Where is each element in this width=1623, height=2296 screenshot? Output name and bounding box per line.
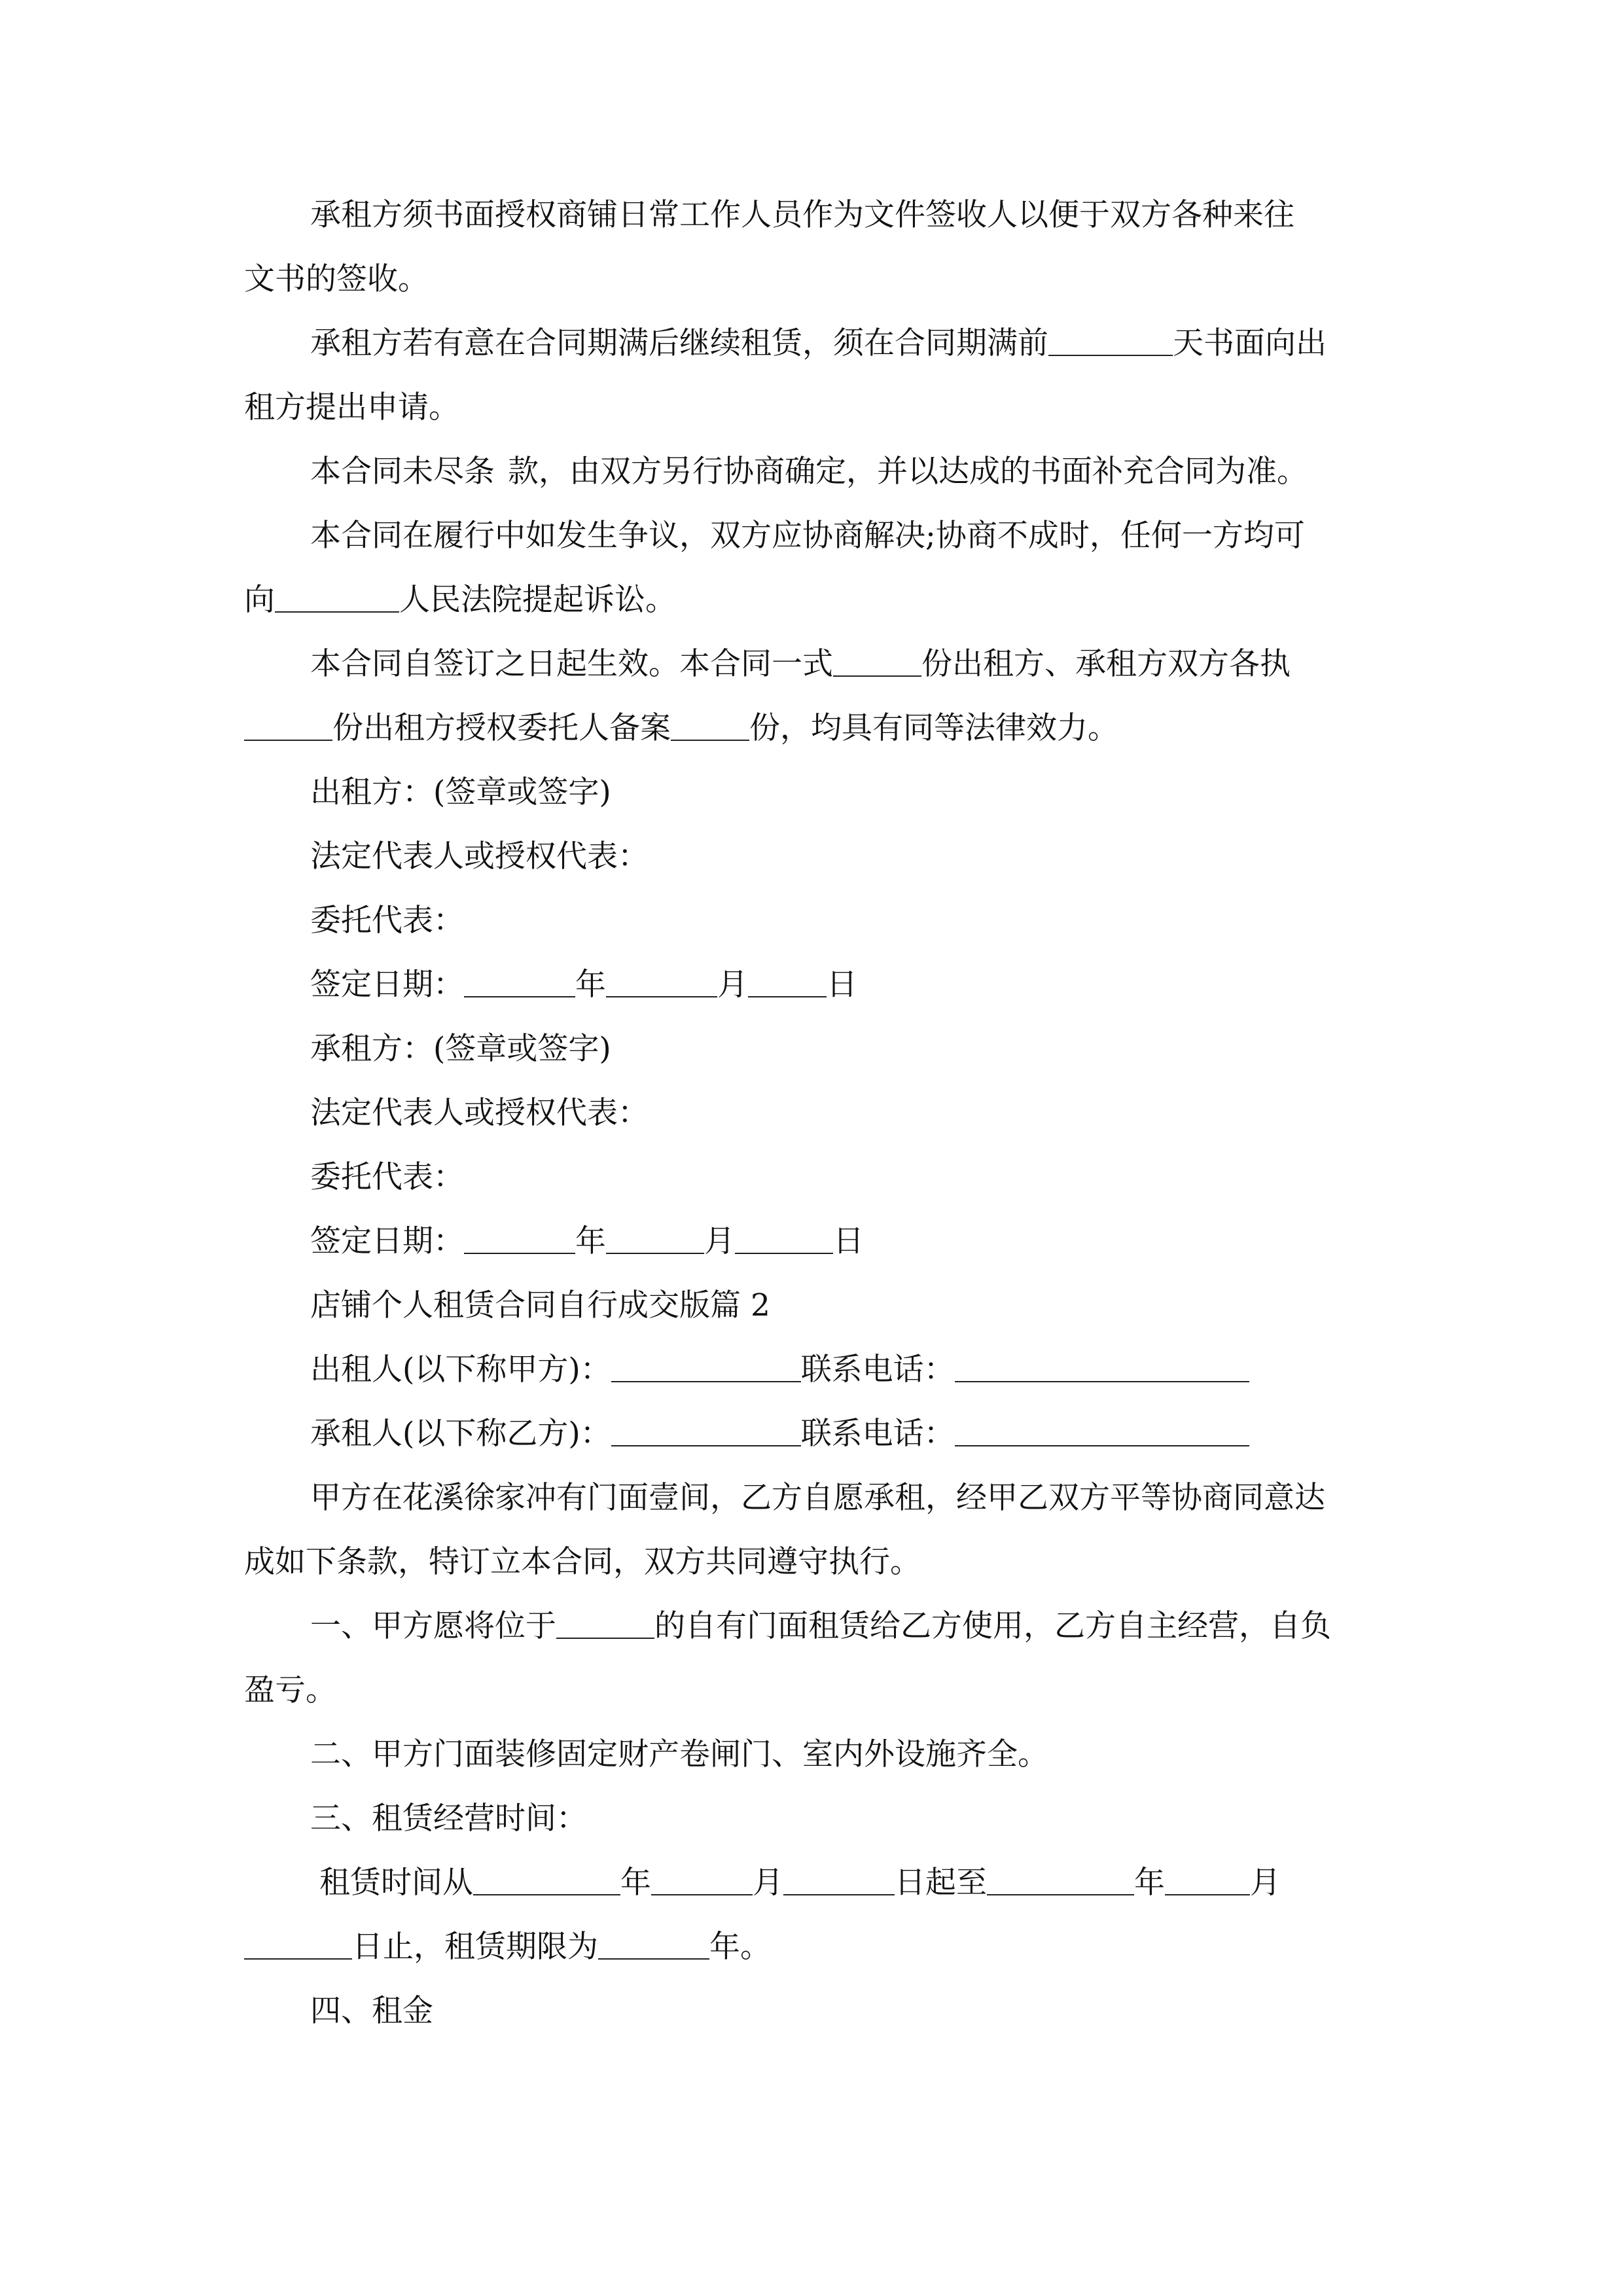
clause-1: 一、甲方愿将位于 的自有门面租赁给乙方使用，乙方自主经营，自负 xyxy=(310,1608,1331,1644)
lease-term: 租赁时间从 年 月 日起至 年 月 xyxy=(319,1865,1281,1901)
lessee-info: 承租人(以下称乙方)： 联系电话： xyxy=(244,1402,1386,1466)
blank-start-month[interactable] xyxy=(651,1893,753,1895)
blank-end-month[interactable] xyxy=(1165,1893,1250,1895)
paragraph-renewal-cont: 租方提出申请。 xyxy=(244,389,459,425)
paragraph-dispute: 本合同在履行中如发生争议，双方应协商解决;协商不成时，任何一方均可 xyxy=(310,518,1305,554)
intro-paragraph: 甲方在花溪徐家冲有门面壹间，乙方自愿承租，经甲乙双方平等协商同意达 xyxy=(310,1480,1325,1516)
blank-end-day[interactable] xyxy=(244,1958,352,1960)
section-title: 店铺个人租赁合同自行成交版篇 2 xyxy=(310,1287,770,1323)
blank-lessor-phone[interactable] xyxy=(955,1380,1249,1382)
blank-copies-filed[interactable] xyxy=(671,739,749,741)
paragraph-signing-authorization: 承租方须书面授权商铺日常工作人员作为文件签收人以便于双方各种来往 xyxy=(310,197,1294,233)
blank-lessee-phone[interactable] xyxy=(955,1444,1249,1446)
clause-4: 四、租金 xyxy=(310,1993,433,2029)
blank-month[interactable] xyxy=(606,1252,704,1254)
blank-term-years[interactable] xyxy=(598,1958,709,1960)
clause-1-cont: 盈亏。 xyxy=(244,1672,336,1708)
paragraph-copies: 本合同自签订之日起生效。本合同一式 份出租方、承租方双方各执 xyxy=(310,646,1291,682)
blank-month[interactable] xyxy=(606,996,717,997)
blank-days[interactable] xyxy=(1048,354,1173,356)
blank-day[interactable] xyxy=(748,996,827,997)
blank-start-day[interactable] xyxy=(783,1893,895,1895)
lessor-legal-rep: 法定代表人或授权代表： xyxy=(310,838,649,874)
lessee-legal-rep: 法定代表人或授权代表： xyxy=(310,1095,649,1131)
lessor-sign-date: 签定日期： 年 月 日 xyxy=(310,967,857,1003)
paragraph-supplement: 本合同未尽条 款，由双方另行协商确定，并以达成的书面补充合同为准。 xyxy=(310,454,1308,490)
lessor-agent: 委托代表： xyxy=(310,903,464,939)
paragraph-dispute-cont: 向 人民法院提起诉讼。 xyxy=(244,582,676,618)
lessee-sign-date: 签定日期： 年 月 日 xyxy=(310,1223,864,1259)
blank-year[interactable] xyxy=(464,996,575,997)
clause-3: 三、租赁经营时间： xyxy=(310,1801,587,1837)
paragraph-signing-authorization-cont: 文书的签收。 xyxy=(244,261,429,297)
lessor-signature: 出租方：(签章或签字) xyxy=(310,774,611,810)
blank-day[interactable] xyxy=(735,1252,833,1254)
blank-location[interactable] xyxy=(556,1637,654,1639)
lessee-agent: 委托代表： xyxy=(310,1159,464,1195)
paragraph-copies-cont: 份出租方授权委托人备案 份，均具有同等法律效力。 xyxy=(244,696,1386,761)
lease-term-cont: 日止，租赁期限为 年。 xyxy=(244,1915,1386,1979)
paragraph-renewal: 承租方若有意在合同期满后继续租赁，须在合同期满前 天书面向出 xyxy=(310,325,1327,361)
contract-body xyxy=(244,183,1386,2043)
lessor-info: 出租人(以下称甲方)： 联系电话： xyxy=(244,1338,1386,1402)
blank-copies-total[interactable] xyxy=(833,675,921,677)
blank-end-year[interactable] xyxy=(987,1893,1134,1895)
clause-2: 二、甲方门面装修固定财产卷闸门、室内外设施齐全。 xyxy=(310,1736,1048,1772)
blank-court[interactable] xyxy=(275,611,399,613)
blank-start-year[interactable] xyxy=(473,1893,620,1895)
blank-copies-each[interactable] xyxy=(244,739,332,741)
blank-year[interactable] xyxy=(464,1252,575,1254)
lessee-signature: 承租方：(签章或签字) xyxy=(310,1031,611,1067)
blank-lessee-name[interactable] xyxy=(611,1444,801,1446)
blank-lessor-name[interactable] xyxy=(611,1380,801,1382)
intro-paragraph-cont: 成如下条款，特订立本合同，双方共同遵守执行。 xyxy=(244,1544,921,1580)
